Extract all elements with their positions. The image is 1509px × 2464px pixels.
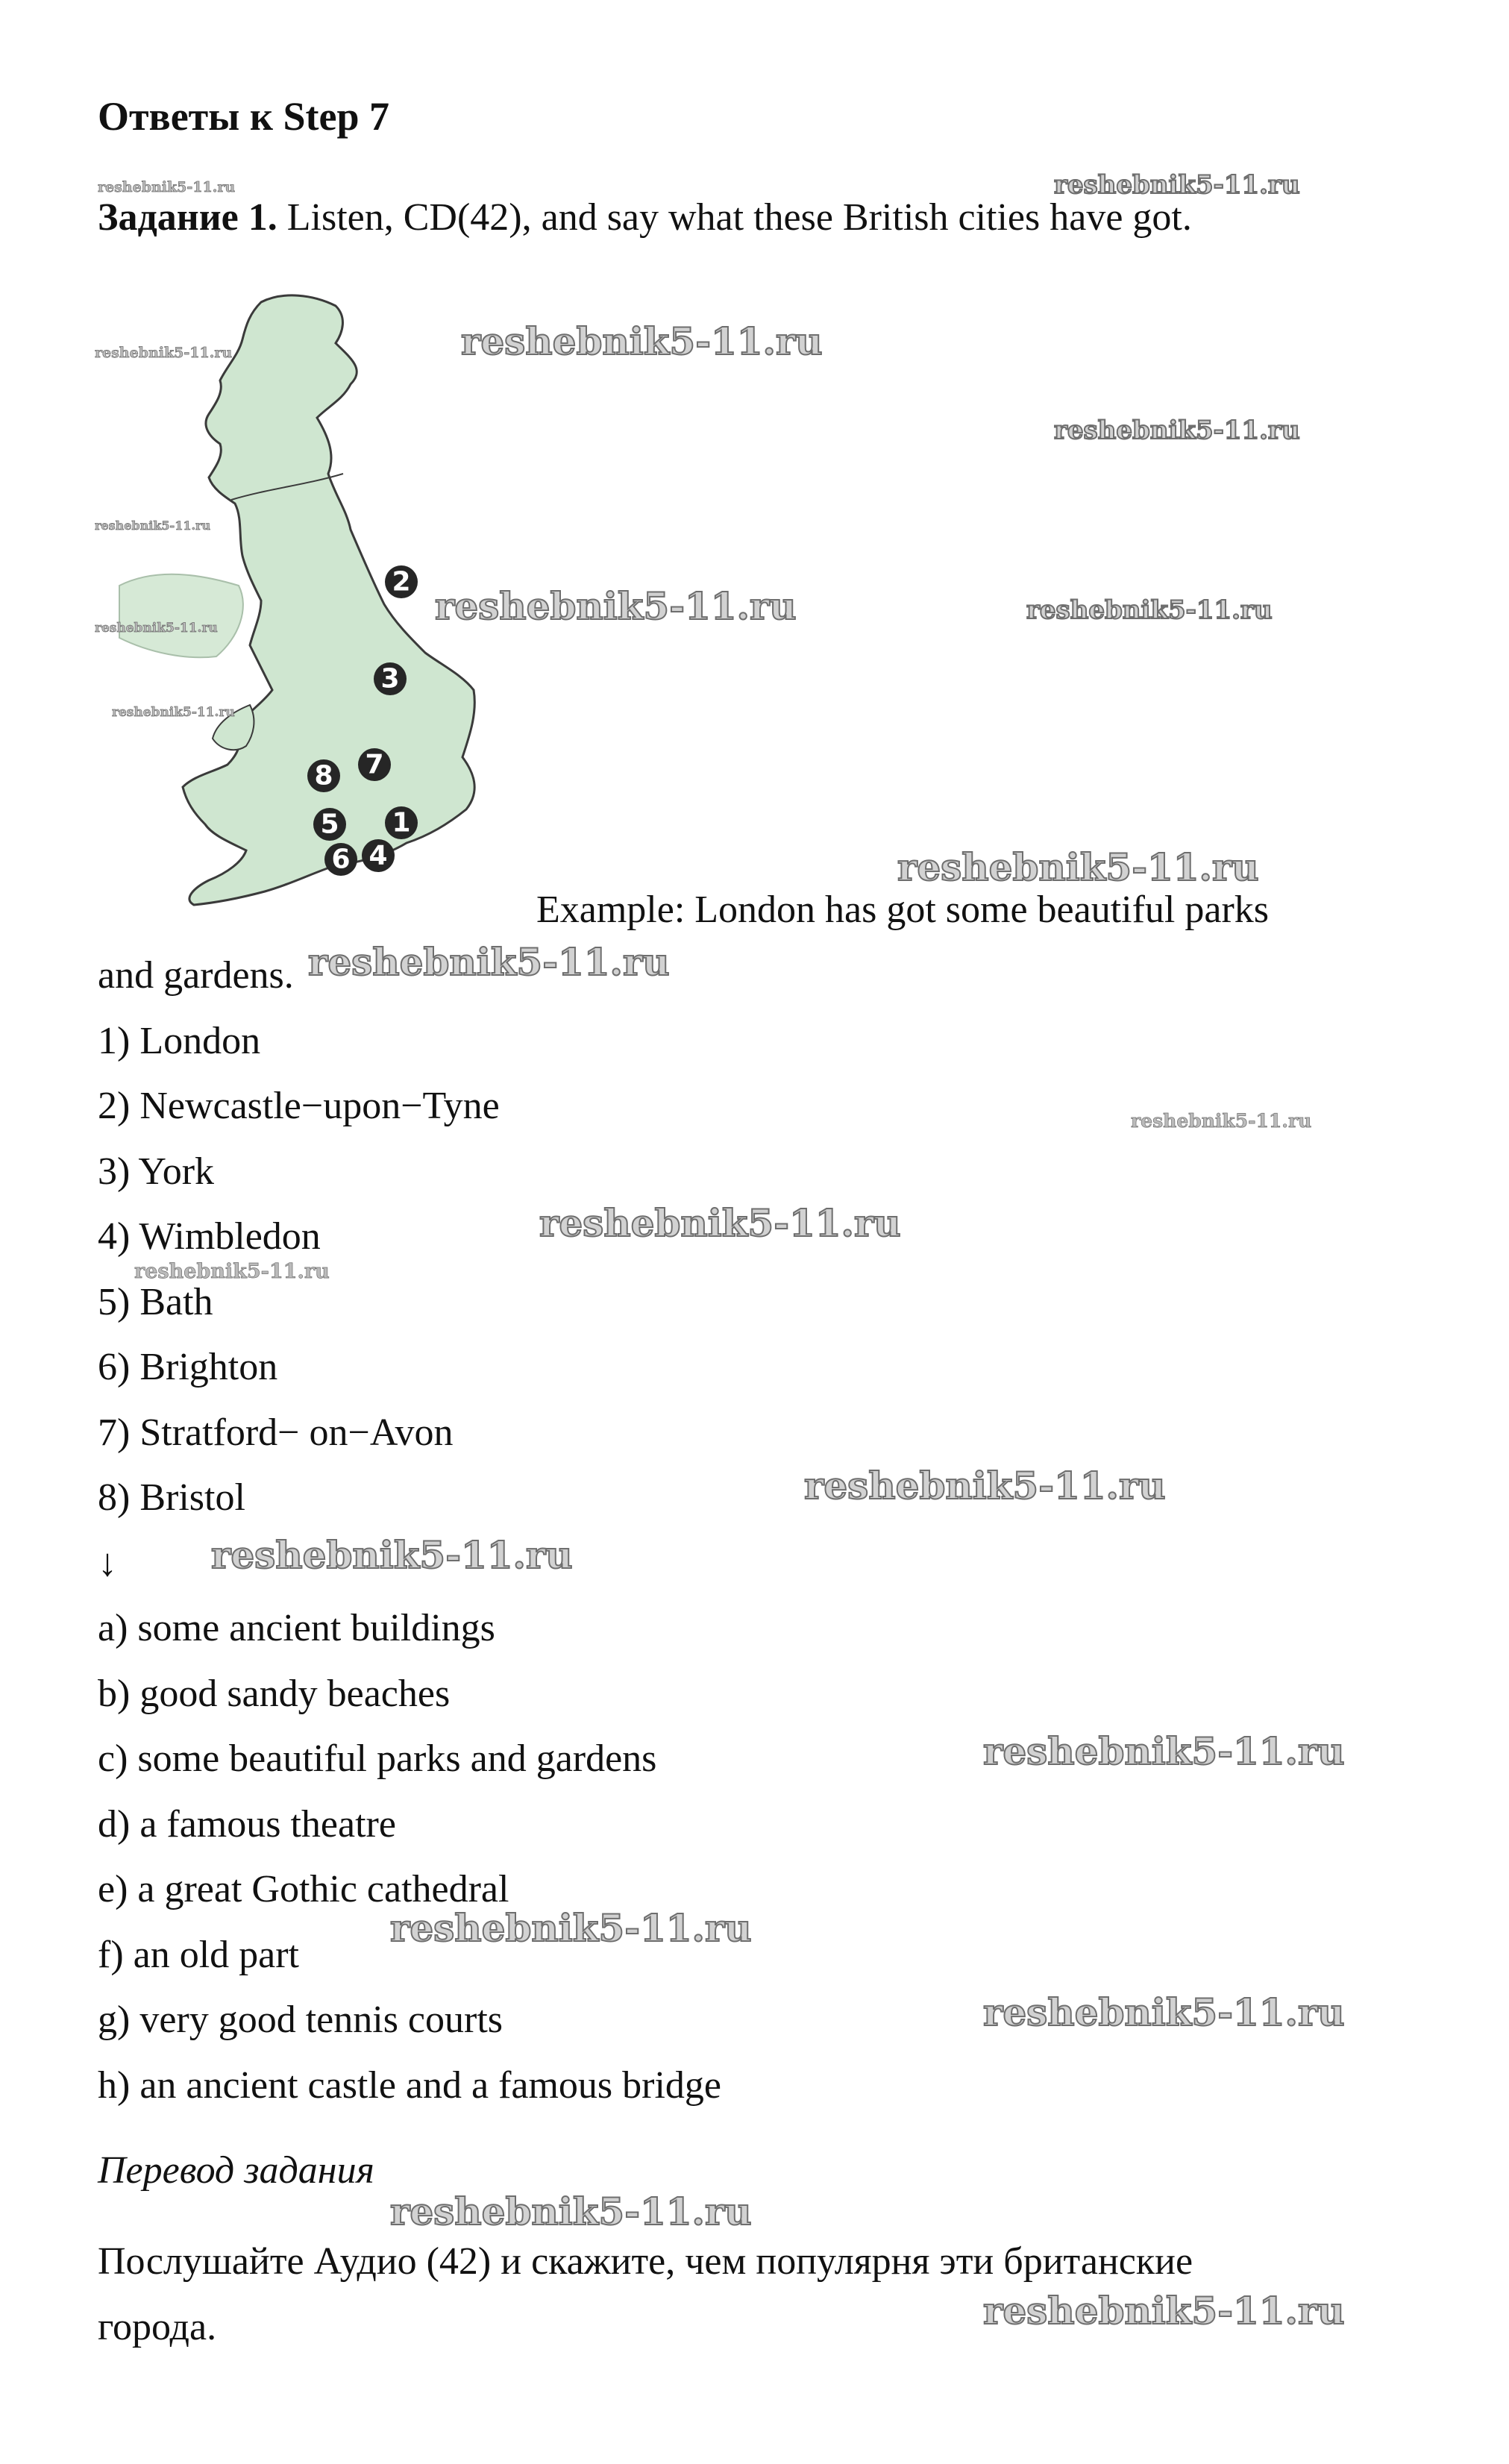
map-marker-2 xyxy=(385,565,418,598)
city-item: 7) Stratford− on−Avon xyxy=(98,1411,454,1454)
feature-item: g) very good tennis courts xyxy=(98,1999,503,2041)
watermark: reshebnik5-11.ru xyxy=(983,2289,1345,2333)
watermark: reshebnik5-11.ru xyxy=(539,1201,901,1245)
page-title: Ответы к Step 7 xyxy=(98,94,389,139)
watermark: reshebnik5-11.ru xyxy=(897,845,1259,889)
task-text: Listen, CD(42), and say what these British cities have got. xyxy=(277,196,1192,239)
watermark: reshebnik5-11.ru xyxy=(308,940,670,984)
feature-item: e) a great Gothic cathedral xyxy=(98,1868,509,1910)
watermark: reshebnik5-11.ru xyxy=(435,584,797,628)
map-marker-8 xyxy=(307,759,340,792)
map-marker-4 xyxy=(362,839,395,872)
feature-item: d) a famous theatre xyxy=(98,1803,396,1846)
down-arrow-icon: ↓ xyxy=(98,1542,117,1584)
watermark: reshebnik5-11.ru xyxy=(112,705,235,720)
task-instruction xyxy=(98,195,1192,239)
feature-item: h) an ancient castle and a famous bridge xyxy=(98,2064,721,2107)
city-item: 1) London xyxy=(98,1020,261,1062)
svg-text:7: 7 xyxy=(365,749,384,780)
ireland-shape xyxy=(119,574,243,658)
svg-text:8: 8 xyxy=(314,760,333,791)
translation-line-2: города. xyxy=(98,2306,217,2348)
watermark: reshebnik5-11.ru xyxy=(804,1464,1166,1508)
city-item: 6) Brighton xyxy=(98,1346,278,1388)
watermark: reshebnik5-11.ru xyxy=(211,1533,573,1577)
watermark: reshebnik5-11.ru xyxy=(95,518,211,533)
svg-text:1: 1 xyxy=(392,807,411,838)
svg-text:2: 2 xyxy=(392,566,411,598)
city-item: 4) Wimbledon xyxy=(98,1215,321,1258)
watermark: reshebnik5-11.ru xyxy=(390,1906,752,1950)
example-line-1: Example: London has got some beautiful parks xyxy=(536,888,1270,931)
example-line-2: and gardens. xyxy=(98,954,294,997)
city-item: 5) Bath xyxy=(98,1281,213,1323)
translation-line-1: Послушайте Аудио (42) и скажите, чем популярня эти британские xyxy=(98,2240,1193,2283)
watermark: reshebnik5-11.ru xyxy=(95,345,233,361)
feature-item: c) some beautiful parks and gardens xyxy=(98,1737,657,1780)
svg-text:6: 6 xyxy=(331,844,351,875)
watermark: reshebnik5-11.ru xyxy=(98,179,236,195)
map-marker-7 xyxy=(358,748,391,781)
city-item: 2) Newcastle−upon−Tyne xyxy=(98,1085,500,1127)
watermark: reshebnik5-11.ru xyxy=(390,2189,752,2233)
watermark: reshebnik5-11.ru xyxy=(1026,595,1273,625)
city-item: 3) York xyxy=(98,1150,215,1193)
map-marker-3 xyxy=(374,662,407,695)
watermark: reshebnik5-11.ru xyxy=(134,1260,330,1283)
watermark: reshebnik5-11.ru xyxy=(983,1729,1345,1773)
svg-text:3: 3 xyxy=(380,663,400,695)
svg-text:5: 5 xyxy=(320,809,339,840)
task-label: Задание 1. xyxy=(98,196,277,239)
translation-heading: Перевод задания xyxy=(98,2149,374,2192)
watermark: reshebnik5-11.ru xyxy=(95,621,218,636)
watermark: reshebnik5-11.ru xyxy=(983,1990,1345,2034)
city-item: 8) Bristol xyxy=(98,1476,245,1519)
watermark: reshebnik5-11.ru xyxy=(1131,1110,1312,1132)
feature-item: b) good sandy beaches xyxy=(98,1673,451,1715)
watermark: reshebnik5-11.ru xyxy=(1054,170,1300,200)
feature-item: f) an old part xyxy=(98,1934,300,1976)
map-marker-5 xyxy=(313,808,346,841)
watermark: reshebnik5-11.ru xyxy=(461,319,823,363)
feature-item: a) some ancient buildings xyxy=(98,1607,495,1649)
map-marker-1 xyxy=(385,806,418,839)
svg-text:4: 4 xyxy=(368,840,388,871)
map-marker-6 xyxy=(324,843,357,876)
watermark: reshebnik5-11.ru xyxy=(1054,416,1300,445)
